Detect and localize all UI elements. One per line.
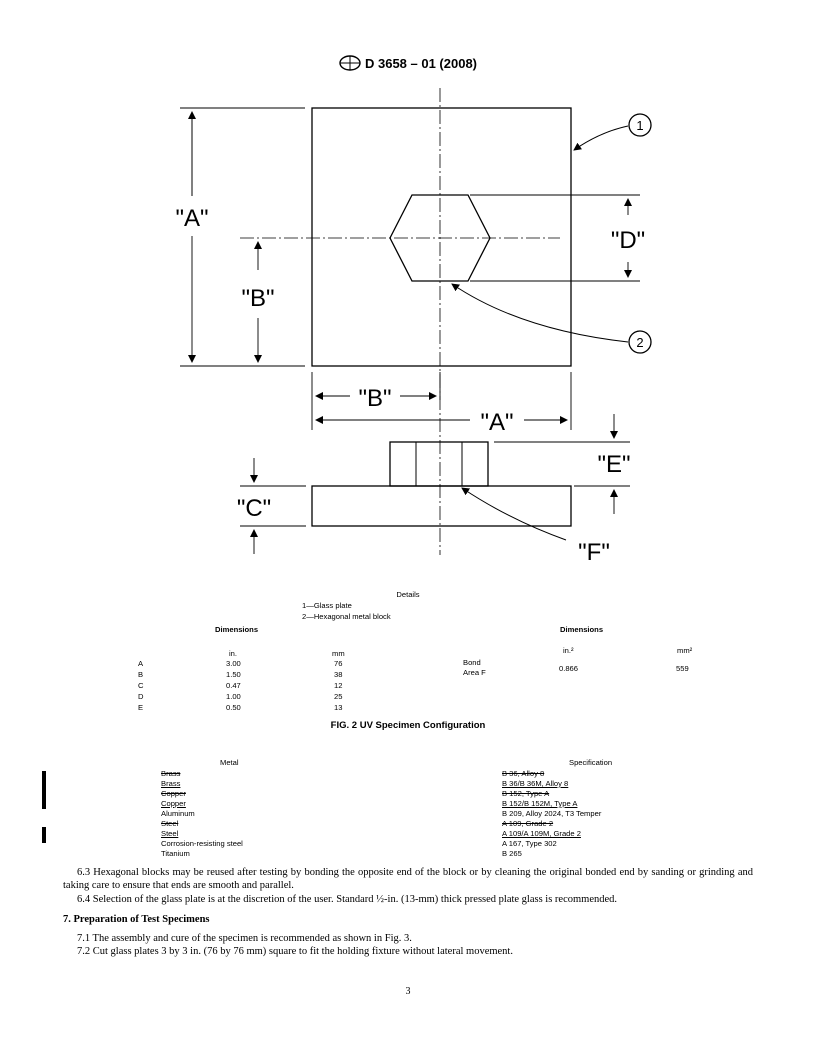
dim-mm: 12 — [334, 681, 343, 690]
dim-in: 0.50 — [226, 703, 241, 712]
spec-cell: A 109/A 109M, Grade 2 — [502, 829, 581, 838]
spec-cell: B 36/B 36M, Alloy 8 — [502, 779, 569, 788]
paragraph-6-3: 6.3 Hexagonal blocks may be reused after testing by bonding the opposite end of the block or by cleaning the original bonded end by sanding or grinding and taking care to ensure that ends are smooth and parallel. — [63, 867, 753, 891]
metal-cell: Aluminum — [161, 809, 195, 818]
paragraph-7-2: 7.2 Cut glass plates 3 by 3 in. (76 by 76 mm) square to fit the holding fixture without lateral movement. — [77, 946, 513, 957]
dim-key: D — [138, 692, 144, 701]
callout-1 — [629, 114, 651, 136]
page-number: 3 — [405, 986, 411, 997]
dim-key: A — [138, 659, 144, 668]
dim-in: 1.00 — [226, 692, 241, 701]
dimension-label-e: "E" — [597, 451, 631, 478]
metal-cell: Steel — [161, 829, 179, 838]
dim-mm: 25 — [334, 692, 343, 701]
metal-cell: Titanium — [161, 849, 190, 858]
dim-key: B — [138, 670, 144, 679]
dimensions-heading-left: Dimensions — [215, 625, 259, 634]
unit-in: in. — [229, 649, 238, 658]
revision-bar — [42, 771, 46, 809]
spec-cell: B 152, Type A — [502, 789, 550, 798]
metal-cell: Copper — [161, 799, 186, 808]
dim-in: 3.00 — [226, 659, 241, 668]
dimension-label-b-horizontal: "B" — [358, 385, 392, 412]
section-7-heading: 7. Preparation of Test Specimens — [63, 914, 210, 925]
dimension-label-f: "F" — [578, 539, 610, 566]
spec-cell: A 167, Type 302 — [502, 839, 557, 848]
document-designation: D 3658 – 01 (2008) — [364, 55, 478, 71]
unit-mm-squared: mm² — [677, 646, 693, 655]
specification-column-header: Specification — [569, 758, 613, 767]
dim-in: 1.50 — [226, 670, 241, 679]
unit-in-squared: in.² — [563, 646, 574, 655]
spec-cell: A 109, Grade 2 — [502, 819, 554, 828]
svg-text:1: 1 — [636, 118, 644, 133]
detail-item: 1—Glass plate — [302, 601, 352, 610]
dim-mm: 38 — [334, 670, 343, 679]
bond-label: Bond — [463, 658, 481, 667]
bond-area-mm2: 559 — [676, 664, 689, 673]
figure-caption: FIG. 2 UV Specimen Configuration — [330, 720, 486, 731]
dimensions-heading-right: Dimensions — [560, 625, 604, 634]
spec-cell: B 36, Alloy 8 — [502, 769, 545, 778]
metal-cell: Brass — [161, 769, 181, 778]
metal-cell: Steel — [161, 819, 179, 828]
dimension-label-a-vertical: "A" — [175, 205, 209, 232]
glass-plate-top-view — [312, 108, 571, 366]
hexagonal-block-side-view — [390, 442, 488, 486]
spec-cell: B 265 — [502, 849, 522, 858]
paragraph-6-4: 6.4 Selection of the glass plate is at the discretion of the user. Standard ½-in. (13-mm) thick pressed plate glass is recommended. — [77, 894, 618, 905]
details-title: Details — [396, 590, 420, 599]
metal-cell: Corrosion-resisting steel — [161, 839, 243, 848]
dimension-label-b-vertical: "B" — [241, 285, 275, 312]
dim-mm: 76 — [334, 659, 343, 668]
area-f-label: Area F — [463, 668, 486, 677]
metal-column-header: Metal — [220, 758, 239, 767]
dimension-label-c: "C" — [236, 495, 272, 522]
dimension-label-d: "D" — [610, 227, 646, 254]
dim-key: C — [138, 681, 144, 690]
paragraph-7-1: 7.1 The assembly and cure of the specimen is recommended as shown in Fig. 3. — [77, 933, 412, 944]
svg-text:2: 2 — [636, 335, 644, 350]
metal-cell: Brass — [161, 779, 181, 788]
detail-item: 2—Hexagonal metal block — [302, 612, 391, 621]
unit-mm: mm — [332, 649, 345, 658]
dim-key: E — [138, 703, 144, 712]
spec-cell: B 152/B 152M, Type A — [502, 799, 578, 808]
bond-area-in2: 0.866 — [559, 664, 579, 673]
spec-cell: B 209, Alloy 2024, T3 Temper — [502, 809, 602, 818]
dim-in: 0.47 — [226, 681, 241, 690]
callout-2 — [629, 331, 651, 353]
dimension-label-a-horizontal: "A" — [480, 409, 514, 436]
glass-plate-side-view — [312, 486, 571, 526]
revision-bar — [42, 827, 46, 843]
dim-mm: 13 — [334, 703, 343, 712]
metal-cell: Copper — [161, 789, 186, 798]
